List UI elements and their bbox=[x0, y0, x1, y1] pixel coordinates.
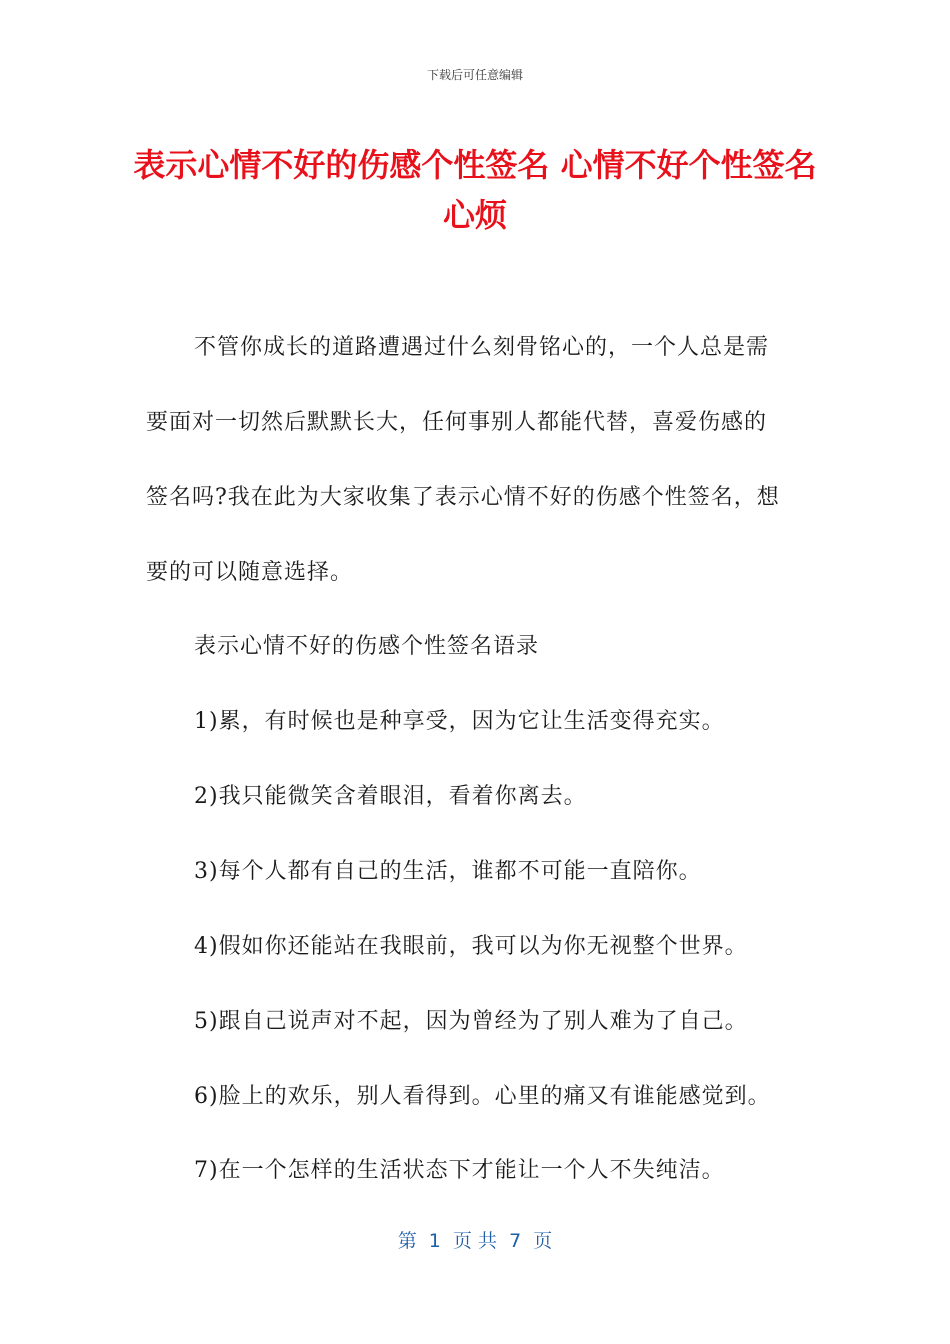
section-heading: 表示心情不好的伤感个性签名语录 bbox=[194, 634, 540, 659]
header-note: 下载后可任意编辑 bbox=[426, 68, 523, 82]
list-item: 4)假如你还能站在我眼前，我可以为你无视整个世界。 bbox=[194, 934, 748, 959]
page-footer: 第 1 页 共 7 页 bbox=[397, 1230, 553, 1252]
list-item: 6)脸上的欢乐，别人看得到。心里的痛又有谁能感觉到。 bbox=[194, 1084, 771, 1109]
list-item: 1)累，有时候也是种享受，因为它让生活变得充实。 bbox=[194, 709, 725, 734]
intro-line: 要的可以随意选择。 bbox=[146, 560, 354, 585]
intro-line: 签名吗?我在此为大家收集了表示心情不好的伤感个性签名，想 bbox=[146, 485, 780, 510]
list-item: 5)跟自己说声对不起，因为曾经为了别人难为了自己。 bbox=[194, 1009, 748, 1034]
list-item: 7)在一个怎样的生活状态下才能让一个人不失纯洁。 bbox=[194, 1158, 725, 1183]
intro-line: 要面对一切然后默默长大，任何事别人都能代替，喜爱伤感的 bbox=[146, 410, 768, 435]
document-title: 表示心情不好的伤感个性签名 心情不好个性签名心烦 bbox=[133, 146, 817, 234]
list-item: 2)我只能微笑含着眼泪，看着你离去。 bbox=[194, 784, 587, 809]
list-item: 3)每个人都有自己的生活，谁都不可能一直陪你。 bbox=[194, 859, 702, 884]
intro-line: 不管你成长的道路遭遇过什么刻骨铭心的，一个人总是需 bbox=[194, 335, 770, 360]
